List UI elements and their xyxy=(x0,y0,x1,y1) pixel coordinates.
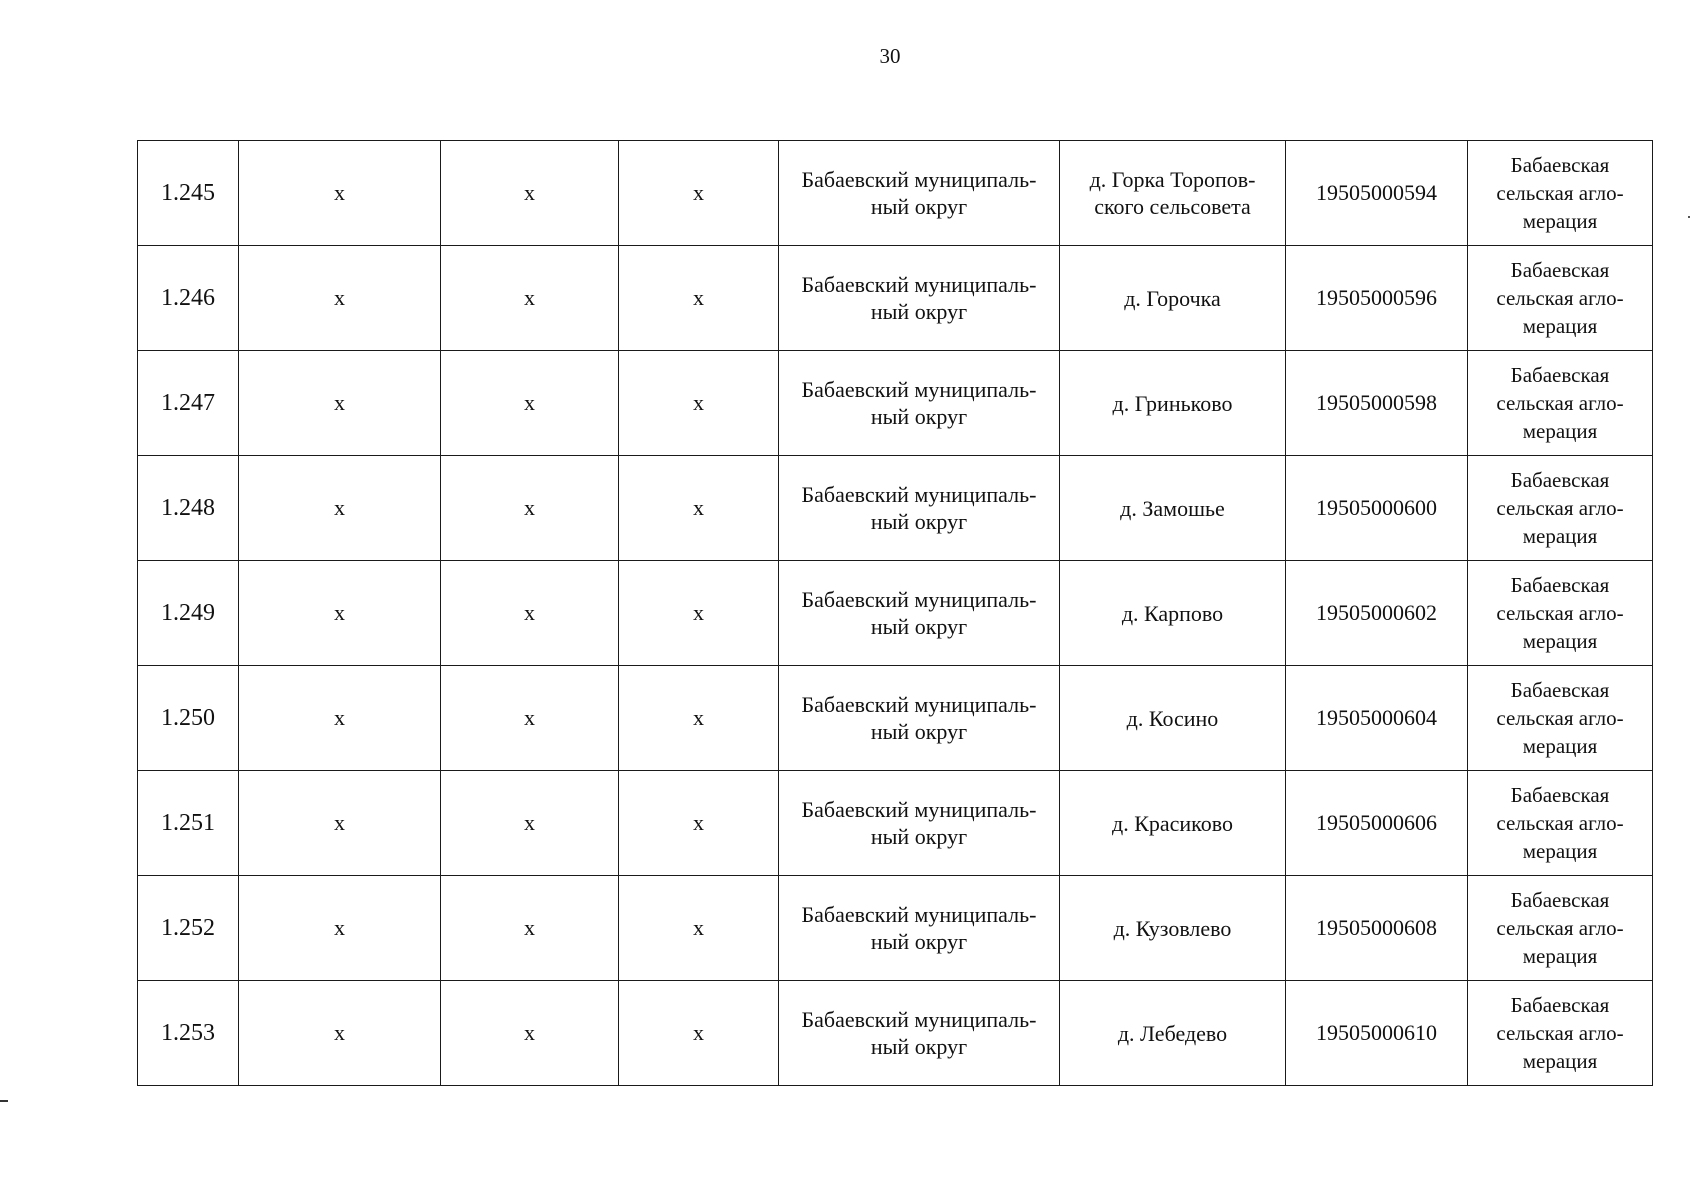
mark-cell-4: х xyxy=(619,771,779,876)
table-row xyxy=(138,561,1653,666)
oktmo-code: 19505000596 xyxy=(1286,246,1468,351)
margin-dot xyxy=(1688,216,1690,218)
mark-cell-2: х xyxy=(239,771,441,876)
agglomeration-cell-line: Бабаевская xyxy=(1510,678,1610,702)
mark-cell-4: х xyxy=(619,351,779,456)
district-cell-line: ный округ xyxy=(870,929,968,954)
agglomeration-cell-line: сельская агло- xyxy=(1496,391,1624,415)
oktmo-code: 19505000604 xyxy=(1286,666,1468,771)
table-row xyxy=(138,876,1653,981)
agglomeration-cell-line: мерация xyxy=(1522,209,1598,233)
settlement-cell-line: д. Кузовлево xyxy=(1113,915,1232,941)
agglomeration-cell-line: сельская агло- xyxy=(1496,1021,1624,1045)
mark-cell-3: х xyxy=(441,771,619,876)
mark-cell-2: х xyxy=(239,141,441,246)
table-row xyxy=(138,666,1653,771)
settlement-cell-line: д. Лебедево xyxy=(1117,1020,1228,1046)
district-cell-line: Бабаевский муниципаль- xyxy=(801,797,1037,822)
agglomeration-cell-line: Бабаевская xyxy=(1510,468,1610,492)
mark-cell-2: х xyxy=(239,351,441,456)
settlement-cell-line: д. Горочка xyxy=(1124,285,1221,311)
district-cell-line: ный округ xyxy=(870,404,968,429)
district-cell-line: ный округ xyxy=(870,719,968,744)
district-cell-line: Бабаевский муниципаль- xyxy=(801,1007,1037,1032)
district-cell-line: Бабаевский муниципаль- xyxy=(801,272,1037,297)
agglomeration-cell-line: сельская агло- xyxy=(1496,601,1624,625)
agglomeration-cell-line: мерация xyxy=(1522,314,1598,338)
oktmo-code: 19505000598 xyxy=(1286,351,1468,456)
mark-cell-3: х xyxy=(441,561,619,666)
settlement-cell xyxy=(1060,876,1286,981)
agglomeration-cell-line: Бабаевская xyxy=(1510,888,1610,912)
settlement-cell-line: д. Карпово xyxy=(1121,600,1224,626)
mark-cell-2: х xyxy=(239,876,441,981)
settlement-cell-line: д. Гриньково xyxy=(1112,390,1233,416)
mark-cell-4: х xyxy=(619,876,779,981)
mark-cell-3: х xyxy=(441,246,619,351)
district-cell-line: Бабаевский муниципаль- xyxy=(801,587,1037,612)
agglomeration-cell-line: мерация xyxy=(1522,944,1598,968)
mark-cell-3: х xyxy=(441,876,619,981)
district-cell-line: ный округ xyxy=(870,1034,968,1059)
row-number: 1.248 xyxy=(138,456,239,561)
mark-cell-4: х xyxy=(619,246,779,351)
agglomeration-cell-line: сельская агло- xyxy=(1496,706,1624,730)
district-cell-line: ный округ xyxy=(870,509,968,534)
agglomeration-cell xyxy=(1468,456,1653,561)
oktmo-code: 19505000608 xyxy=(1286,876,1468,981)
agglomeration-cell-line: сельская агло- xyxy=(1496,496,1624,520)
district-cell-line: ный округ xyxy=(870,299,968,324)
mark-cell-3: х xyxy=(441,456,619,561)
settlement-cell-line: д. Горка Торопов- xyxy=(1089,167,1256,192)
mark-cell-4: х xyxy=(619,561,779,666)
settlement-cell-line: ского сельсовета xyxy=(1094,194,1251,219)
mark-cell-3: х xyxy=(441,351,619,456)
mark-cell-4: х xyxy=(619,981,779,1086)
district-cell xyxy=(779,876,1060,981)
district-cell-line: ный округ xyxy=(870,614,968,639)
district-cell xyxy=(779,246,1060,351)
district-cell xyxy=(779,561,1060,666)
district-cell xyxy=(779,981,1060,1086)
mark-cell-2: х xyxy=(239,666,441,771)
district-cell-line: ный округ xyxy=(870,194,968,219)
agglomeration-cell-line: Бабаевская xyxy=(1510,363,1610,387)
district-cell-line: Бабаевский муниципаль- xyxy=(801,482,1037,507)
mark-cell-4: х xyxy=(619,141,779,246)
table-row xyxy=(138,351,1653,456)
agglomeration-cell xyxy=(1468,876,1653,981)
agglomeration-cell-line: сельская агло- xyxy=(1496,916,1624,940)
agglomeration-cell-line: мерация xyxy=(1522,419,1598,443)
table-row xyxy=(138,456,1653,561)
agglomeration-cell-line: сельская агло- xyxy=(1496,181,1624,205)
oktmo-code: 19505000606 xyxy=(1286,771,1468,876)
district-cell-line: Бабаевский муниципаль- xyxy=(801,902,1037,927)
oktmo-code: 19505000610 xyxy=(1286,981,1468,1086)
oktmo-code: 19505000602 xyxy=(1286,561,1468,666)
agglomeration-cell-line: Бабаевская xyxy=(1510,993,1610,1017)
district-cell xyxy=(779,456,1060,561)
row-number: 1.253 xyxy=(138,981,239,1086)
mark-cell-4: х xyxy=(619,666,779,771)
table-body xyxy=(138,141,1653,1086)
mark-cell-3: х xyxy=(441,666,619,771)
agglomeration-cell-line: мерация xyxy=(1522,734,1598,758)
settlement-cell-line: д. Замошье xyxy=(1120,495,1225,521)
mark-cell-2: х xyxy=(239,246,441,351)
agglomeration-cell xyxy=(1468,666,1653,771)
oktmo-code: 19505000600 xyxy=(1286,456,1468,561)
row-number: 1.249 xyxy=(138,561,239,666)
district-cell xyxy=(779,666,1060,771)
row-number: 1.252 xyxy=(138,876,239,981)
oktmo-code: 19505000594 xyxy=(1286,141,1468,246)
settlement-cell xyxy=(1060,246,1286,351)
settlements-table xyxy=(137,140,1653,1086)
agglomeration-cell xyxy=(1468,141,1653,246)
agglomeration-cell xyxy=(1468,771,1653,876)
mark-cell-2: х xyxy=(239,981,441,1086)
agglomeration-cell-line: сельская агло- xyxy=(1496,286,1624,310)
agglomeration-cell-line: Бабаевская xyxy=(1510,783,1610,807)
margin-tick xyxy=(0,1100,8,1102)
agglomeration-cell-line: сельская агло- xyxy=(1496,811,1624,835)
agglomeration-cell-line: мерация xyxy=(1522,524,1598,548)
agglomeration-cell xyxy=(1468,561,1653,666)
mark-cell-4: х xyxy=(619,456,779,561)
agglomeration-cell xyxy=(1468,981,1653,1086)
agglomeration-cell-line: Бабаевская xyxy=(1510,153,1610,177)
district-cell-line: ный округ xyxy=(870,824,968,849)
settlement-cell xyxy=(1060,981,1286,1086)
agglomeration-cell-line: мерация xyxy=(1522,839,1598,863)
settlement-cell xyxy=(1060,771,1286,876)
district-cell-line: Бабаевский муниципаль- xyxy=(801,377,1037,402)
agglomeration-cell xyxy=(1468,351,1653,456)
district-cell-line: Бабаевский муниципаль- xyxy=(801,692,1037,717)
settlement-cell xyxy=(1060,351,1286,456)
mark-cell-3: х xyxy=(441,981,619,1086)
agglomeration-cell-line: мерация xyxy=(1522,629,1598,653)
settlement-cell-line: д. Косино xyxy=(1126,705,1219,731)
agglomeration-cell-line: Бабаевская xyxy=(1510,573,1610,597)
table-row xyxy=(138,771,1653,876)
settlement-cell xyxy=(1060,141,1286,246)
mark-cell-3: х xyxy=(441,141,619,246)
table-row xyxy=(138,246,1653,351)
mark-cell-2: х xyxy=(239,561,441,666)
mark-cell-2: х xyxy=(239,456,441,561)
table-row xyxy=(138,981,1653,1086)
row-number: 1.245 xyxy=(138,141,239,246)
district-cell xyxy=(779,771,1060,876)
page-number: 30 xyxy=(879,44,901,68)
district-cell xyxy=(779,141,1060,246)
district-cell xyxy=(779,351,1060,456)
agglomeration-cell xyxy=(1468,246,1653,351)
settlement-cell xyxy=(1060,666,1286,771)
row-number: 1.251 xyxy=(138,771,239,876)
agglomeration-cell-line: Бабаевская xyxy=(1510,258,1610,282)
row-number: 1.247 xyxy=(138,351,239,456)
table-row xyxy=(138,141,1653,246)
row-number: 1.250 xyxy=(138,666,239,771)
district-cell-line: Бабаевский муниципаль- xyxy=(801,167,1037,192)
settlement-cell xyxy=(1060,456,1286,561)
agglomeration-cell-line: мерация xyxy=(1522,1049,1598,1073)
settlement-cell xyxy=(1060,561,1286,666)
row-number: 1.246 xyxy=(138,246,239,351)
settlement-cell-line: д. Красиково xyxy=(1112,810,1233,836)
